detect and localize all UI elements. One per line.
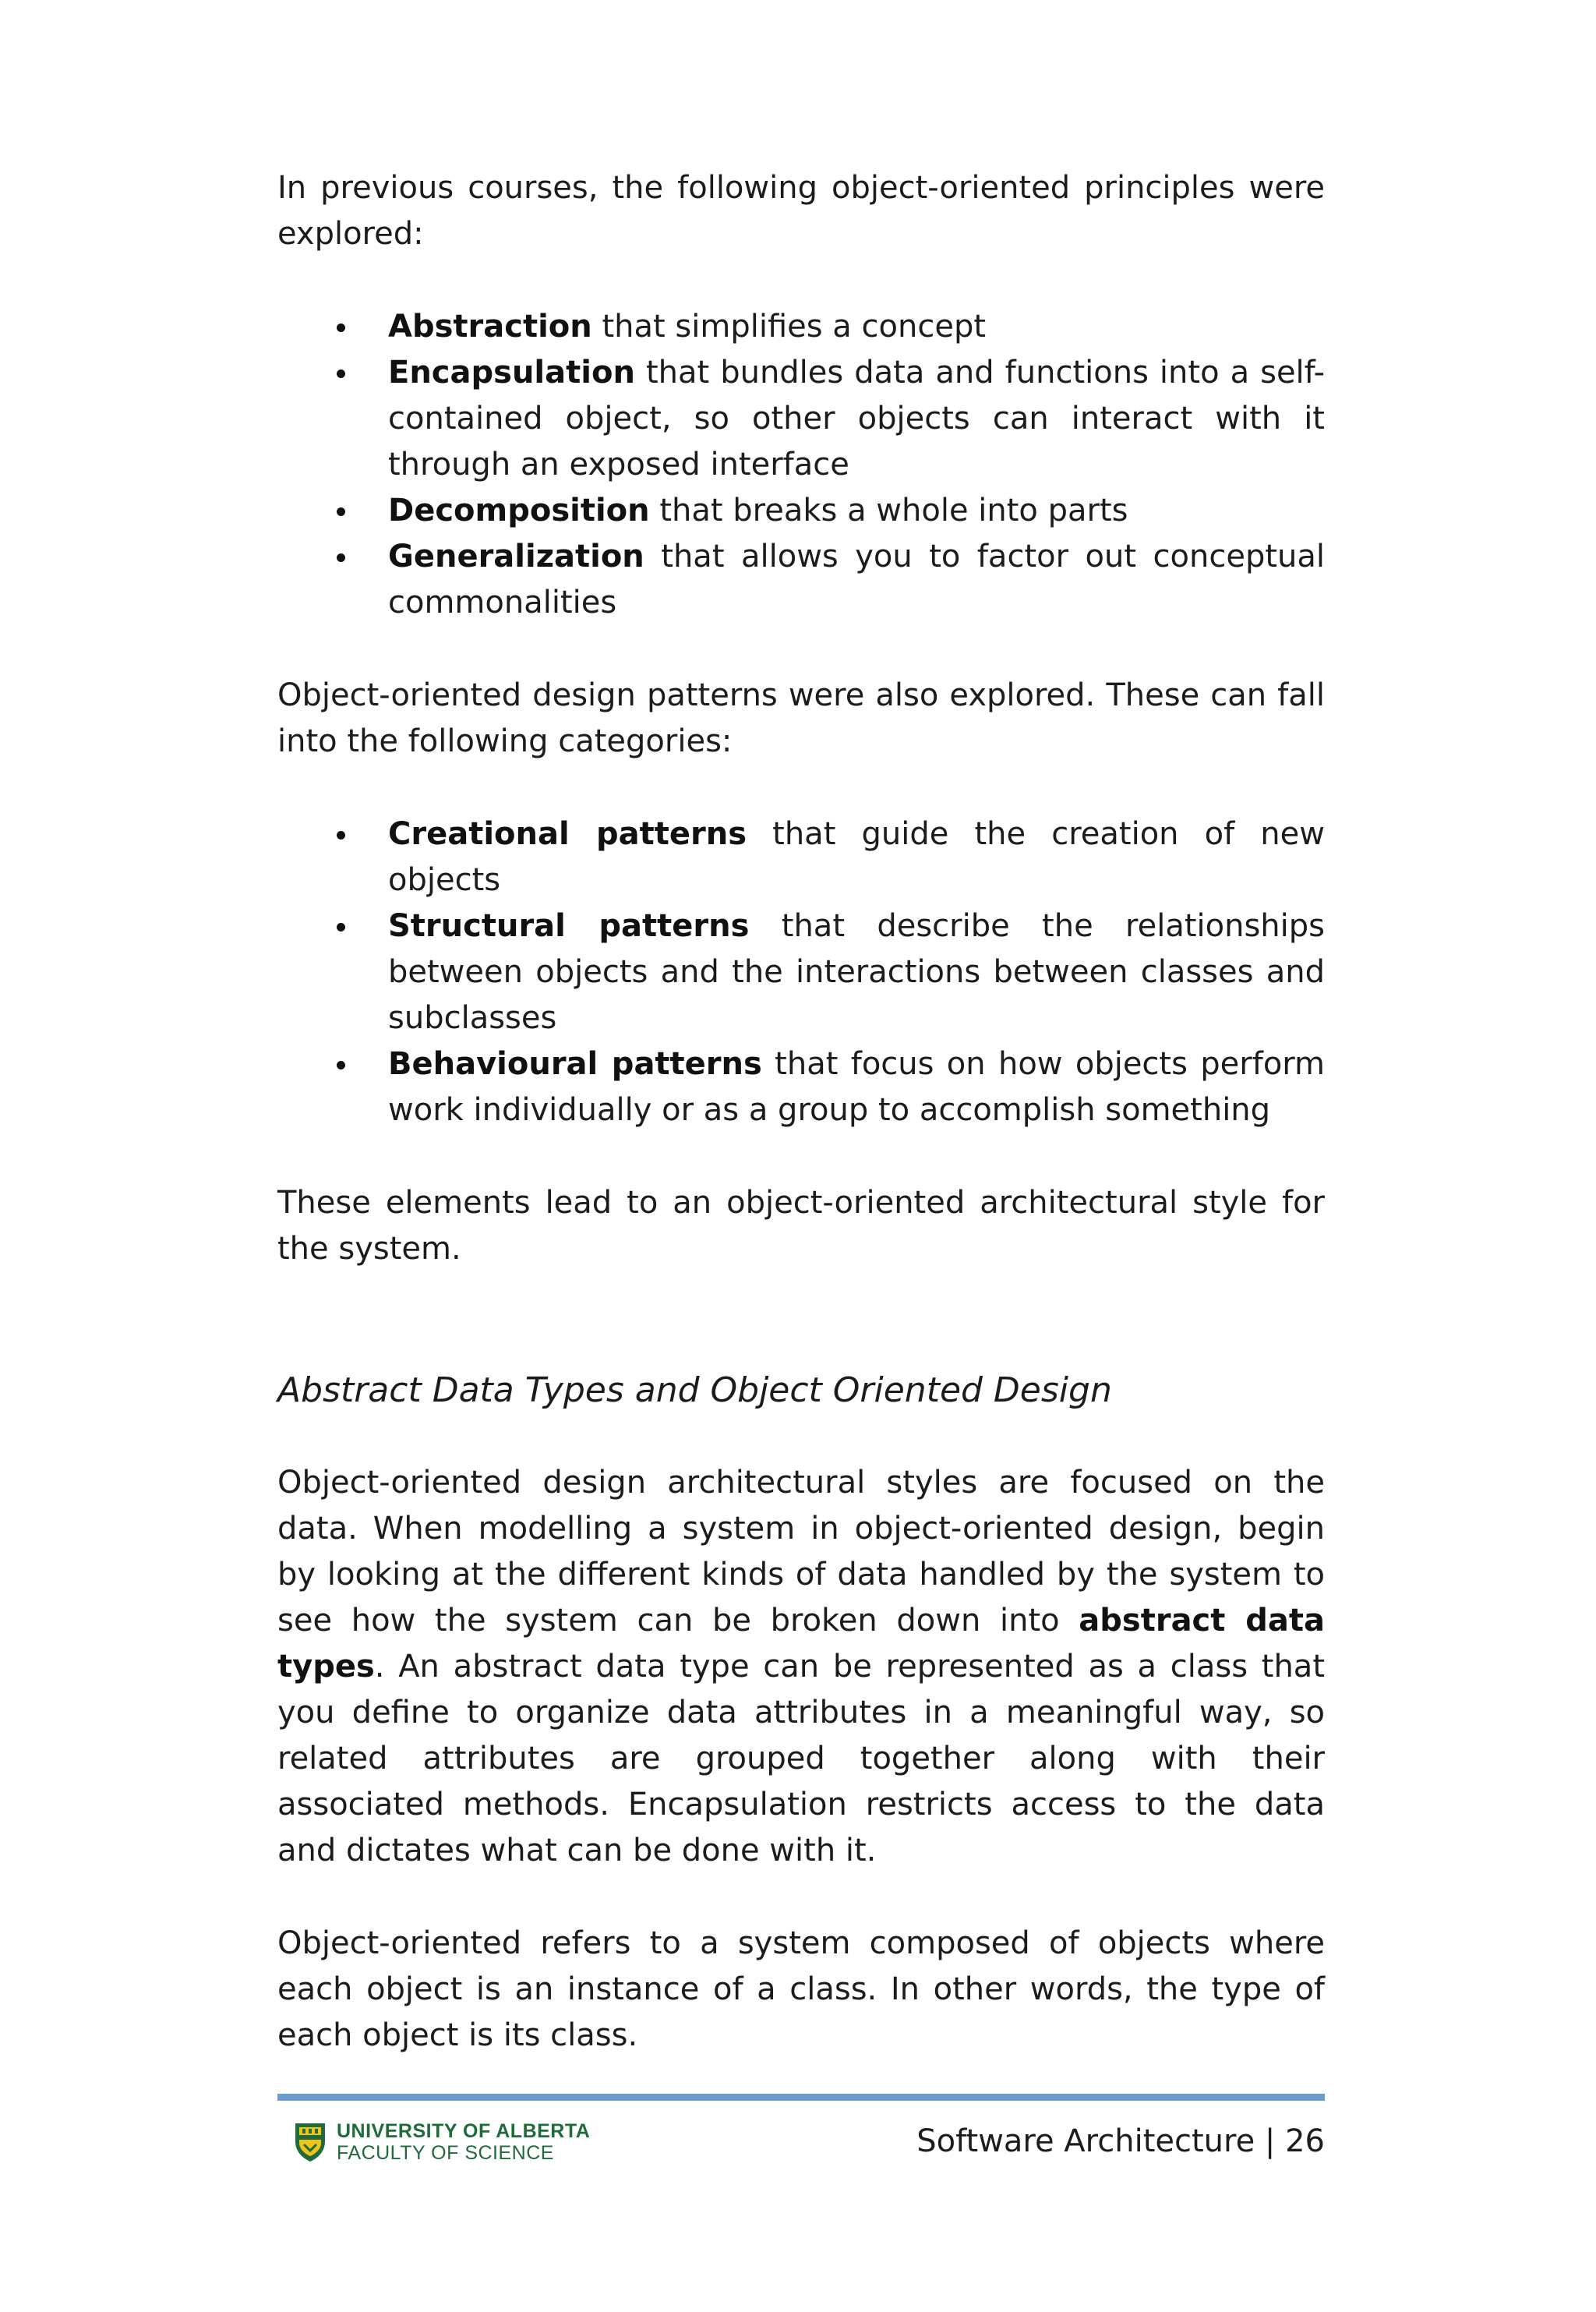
bullet-icon [337, 553, 345, 562]
bullet-icon [337, 923, 345, 932]
list-item [277, 811, 1325, 903]
principle-desc: that breaks a whole into parts [649, 493, 1128, 529]
bullet-icon [337, 323, 345, 332]
adt-text-before: Object-oriented design architectural styles are focused on the data. When modelling a system in object-oriented design, begin by looking at the different kinds of data handled by the system to see how the system can be broken down into [277, 1465, 1325, 1639]
object-oriented-paragraph: Object-oriented refers to a system composed of objects where each object is an instance of a class. In other words, the type of each object is its class. [277, 1925, 1325, 2053]
patterns-intro-paragraph: Object-oriented design patterns were also explored. These can fall into the following categories: [277, 677, 1325, 759]
pattern-desc: that focus on how objects perform work individually or as a group to accomplish something [388, 1046, 1325, 1128]
intro-paragraph: In previous courses, the following object-oriented principles were explored: [277, 170, 1325, 252]
university-logo [293, 2120, 590, 2164]
principle-term: Decomposition [388, 493, 650, 529]
patterns-list [277, 811, 1325, 1133]
bullet-icon [337, 369, 345, 378]
principle-desc: that bundles data and functions into a self-contained object, so other objects can interact with it through an exposed interface [388, 355, 1325, 483]
lead-paragraph: These elements lead to an object-oriented architectural style for the system. [277, 1185, 1325, 1267]
pattern-term: Creational patterns [388, 816, 747, 852]
list-item [277, 903, 1325, 1041]
pattern-desc: that describe the relationships between objects and the interactions between classes and subclasses [388, 908, 1325, 1036]
footer-rule [277, 2094, 1325, 2101]
bullet-icon [337, 507, 345, 516]
bullet-icon [337, 831, 345, 840]
logo-line-1: UNIVERSITY OF ALBERTA [337, 2120, 591, 2142]
principle-term: Abstraction [388, 309, 592, 345]
pattern-term: Behavioural patterns [388, 1046, 762, 1082]
adt-paragraph [277, 1460, 1325, 1874]
list-item [277, 1041, 1325, 1133]
principles-list [277, 304, 1325, 626]
shield-icon [293, 2121, 327, 2163]
list-item [277, 304, 1325, 350]
principle-term: Generalization [388, 539, 644, 574]
logo-line-2: FACULTY OF SCIENCE [337, 2142, 554, 2164]
principle-term: Encapsulation [388, 355, 635, 391]
section-heading: Abstract Data Types and Object Oriented Design [277, 1370, 1112, 1410]
pattern-desc: that guide the creation of new objects [388, 816, 1325, 898]
bullet-icon [337, 1061, 345, 1069]
list-item [277, 488, 1325, 534]
principle-desc: that allows you to factor out conceptual commonalities [388, 539, 1325, 620]
list-item [277, 350, 1325, 488]
footer-page-label: Software Architecture | 26 [916, 2123, 1325, 2159]
adt-text-after: . An abstract data type can be represented as a class that you define to organize data attributes in a meaningful way, so related attributes are grouped together along with their associated methods. Encapsulation restricts access to the data and dictates what can be done with it. [277, 1649, 1325, 1868]
pattern-term: Structural patterns [388, 908, 750, 944]
adt-bold-term: abstract data types [277, 1603, 1325, 1685]
page-content [277, 165, 1325, 2059]
principle-desc: that simplifies a concept [591, 309, 987, 345]
list-item [277, 534, 1325, 626]
